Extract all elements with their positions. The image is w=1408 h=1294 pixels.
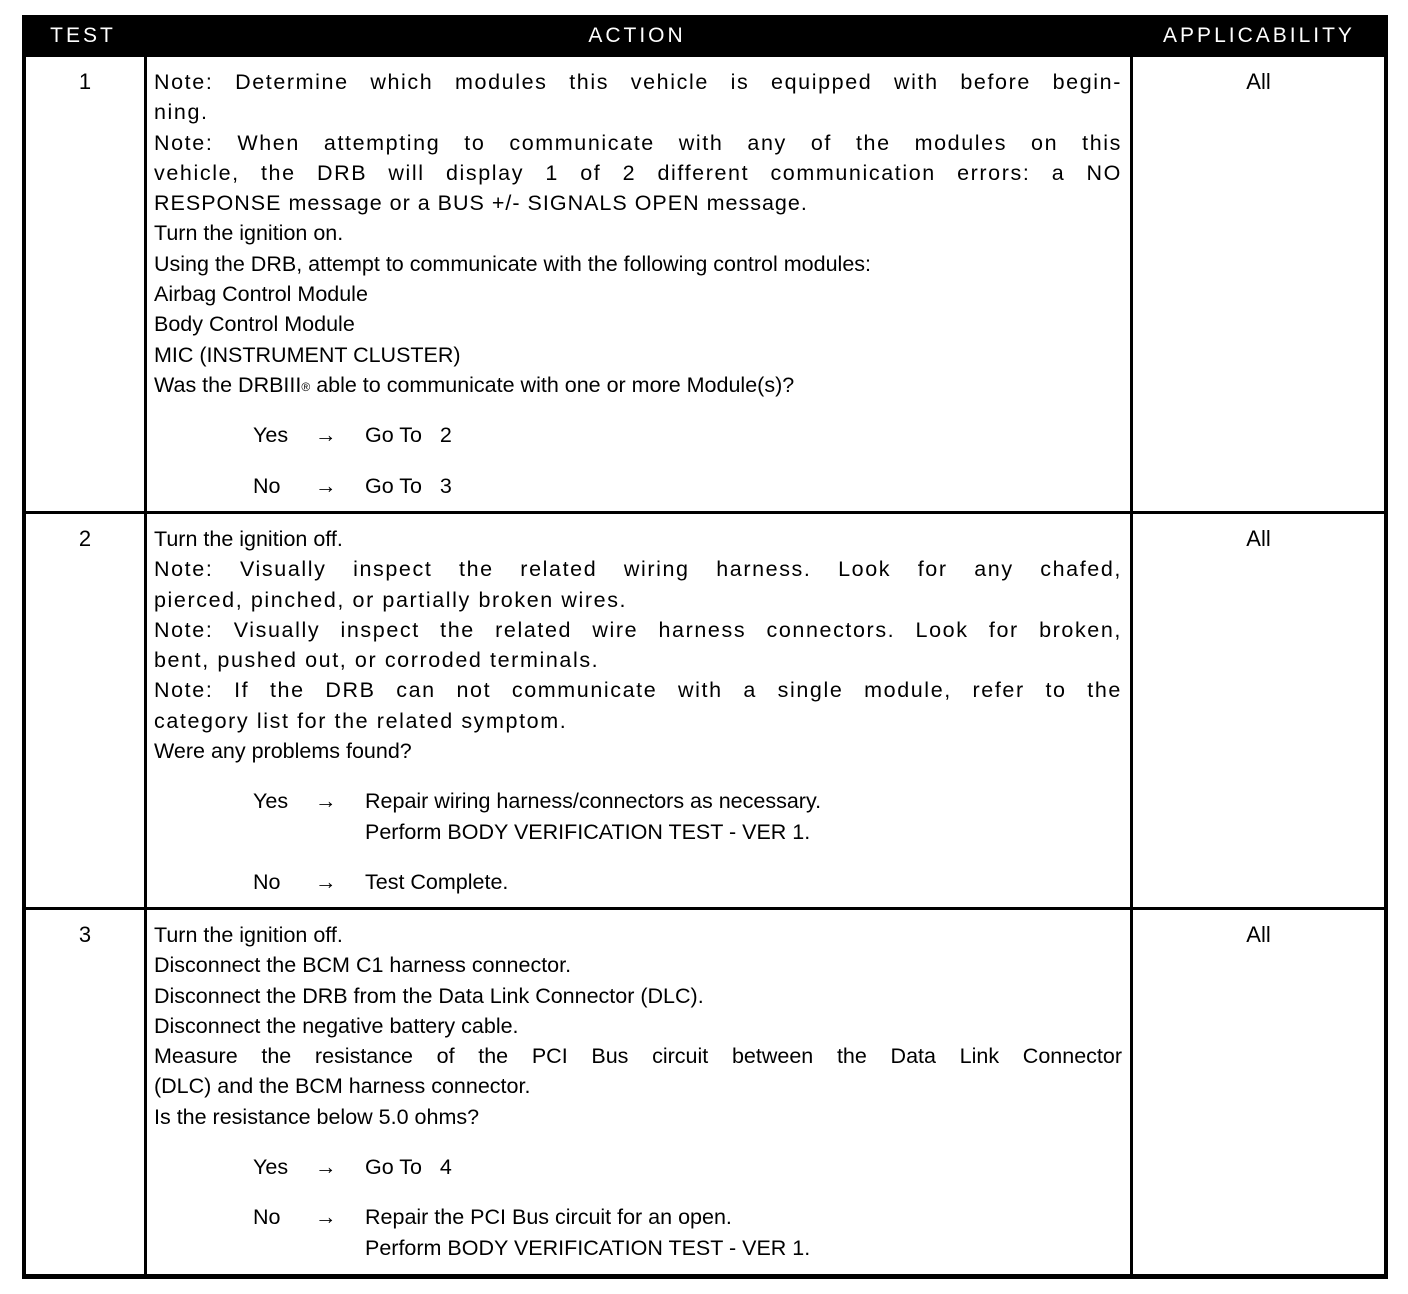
answer-result [365, 786, 821, 847]
diagnostic-table [22, 15, 1388, 1279]
result-line: Perform BODY VERIFICATION TEST - VER 1. [365, 819, 811, 844]
answer-label: No [253, 869, 281, 894]
header-test: TEST [50, 24, 116, 47]
action-line: pierced, pinched, or partially broken wires. [154, 587, 628, 612]
answer-no [253, 471, 1122, 501]
answer-result [365, 1152, 452, 1182]
result-line: Go To 4 [365, 1155, 452, 1180]
action-line: Turn the ignition off. [154, 923, 343, 947]
action-line: MIC (INSTRUMENT CLUSTER) [154, 342, 461, 367]
answer-yes [253, 786, 1122, 847]
action-line: Were any problems found? [154, 739, 412, 764]
action-line: bent, pushed out, or corroded terminals. [154, 648, 600, 673]
action-line: Is the resistance below 5.0 ohms? [154, 1104, 480, 1129]
test-number-2: 2 [26, 514, 144, 907]
action-line: Note: Determine which modules this vehicle is equipped with before begin- [154, 70, 1122, 94]
action-line: Body Control Module [154, 312, 355, 337]
action-line: Using the DRB, attempt to communicate with the following control modules: [154, 251, 871, 276]
question-end: able to communicate with one or more Module(s)? [316, 372, 795, 397]
question-start: Was the DRBIII [154, 372, 302, 397]
action-line: Turn the ignition on. [154, 221, 344, 246]
applicability-2: All [1133, 514, 1384, 907]
arrow-icon: → [315, 1155, 337, 1180]
action-line: Disconnect the BCM C1 harness connector. [154, 953, 572, 978]
action-line [154, 370, 1122, 400]
answer-label: No [253, 1205, 281, 1230]
action-line: category list for the related symptom. [154, 708, 568, 733]
action-line: Turn the ignition off. [154, 527, 343, 551]
result-line: Go To 3 [365, 473, 452, 498]
test-number-1: 1 [26, 57, 144, 511]
action-line: Measure the resistance of the PCI Bus circuit between the Data Link Connector [154, 1044, 1122, 1069]
arrow-icon: → [315, 473, 337, 498]
action-line: ning. [154, 100, 209, 125]
arrow-icon: → [315, 1205, 337, 1230]
answer-label: Yes [253, 423, 289, 448]
action-line: RESPONSE message or a BUS +/- SIGNALS OPEN message. [154, 191, 808, 216]
answer-result [365, 420, 452, 450]
action-cell-3 [147, 910, 1130, 1274]
result-line: Perform BODY VERIFICATION TEST - VER 1. [365, 1235, 811, 1260]
header-applicability: APPLICABILITY [1163, 24, 1355, 47]
result-line: Test Complete. [365, 869, 509, 894]
answer-label: Yes [253, 789, 289, 814]
action-line: Disconnect the negative battery cable. [154, 1013, 519, 1038]
applicability-3: All [1133, 910, 1384, 1274]
answer-no [253, 1202, 1122, 1263]
answer-result [365, 1202, 810, 1263]
arrow-icon: → [315, 423, 337, 448]
header-action: ACTION [588, 24, 686, 47]
arrow-icon: → [315, 789, 337, 814]
action-line: Note: Visually inspect the related wiring harness. Look for any chafed, [154, 557, 1122, 582]
answer-result [365, 471, 452, 501]
action-line: Note: When attempting to communicate with any of the modules on this [154, 130, 1122, 155]
arrow-icon: → [315, 869, 337, 894]
result-line: Go To 2 [365, 423, 452, 448]
result-line: Repair the PCI Bus circuit for an open. [365, 1205, 732, 1230]
answer-yes [253, 1152, 1122, 1182]
action-cell-2 [147, 514, 1130, 907]
answer-result [365, 867, 508, 897]
applicability-1: All [1133, 57, 1384, 511]
answer-label: Yes [253, 1155, 289, 1180]
registered-mark: ® [301, 379, 311, 394]
answer-label: No [253, 473, 281, 498]
action-line: (DLC) and the BCM harness connector. [154, 1074, 531, 1099]
test-number-3: 3 [26, 910, 144, 1274]
action-cell-1 [147, 57, 1130, 511]
action-line: Note: If the DRB can not communicate with a single module, refer to the [154, 678, 1122, 703]
action-line: Airbag Control Module [154, 282, 368, 307]
action-line: vehicle, the DRB will display 1 of 2 different communication errors: a NO [154, 160, 1122, 185]
result-line: Repair wiring harness/connectors as necessary. [365, 789, 822, 814]
answer-no [253, 867, 1122, 897]
action-line: Note: Visually inspect the related wire harness connectors. Look for broken, [154, 617, 1122, 642]
action-line: Disconnect the DRB from the Data Link Connector (DLC). [154, 983, 704, 1008]
answer-yes [253, 420, 1122, 450]
